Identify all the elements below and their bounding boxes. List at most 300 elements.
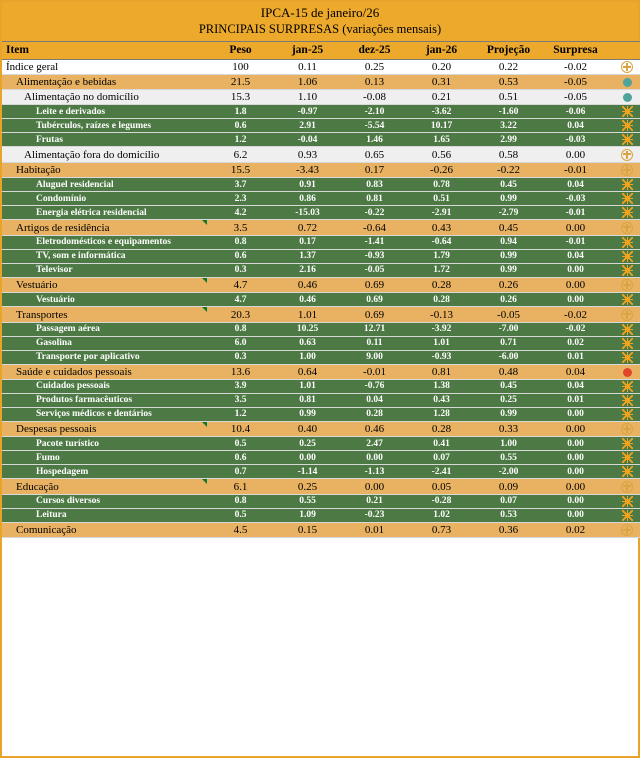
cell-surp: 0.00 [542,508,609,522]
plus-circle-icon [621,481,633,493]
cell-jan25: 0.25 [274,479,341,494]
cell-dez25: 0.81 [341,192,408,206]
cell-jan26: 0.43 [408,393,475,407]
cell-peso: 3.9 [207,379,274,393]
row-label: Televisor [2,263,207,277]
cell-peso: 1.8 [207,105,274,119]
status-indicator-cell [609,322,640,336]
cell-dez25: 0.65 [341,147,408,162]
row-label: Passagem aérea [2,322,207,336]
cell-dez25: -0.93 [341,249,408,263]
plus-circle-icon [621,222,633,234]
cell-surp: 0.00 [542,421,609,436]
row-label: Serviços médicos e dentários [2,407,207,421]
cell-dez25: -1.13 [341,465,408,479]
cell-surp: 0.01 [542,350,609,364]
cell-jan26: -0.26 [408,162,475,177]
sun-icon [622,265,633,276]
cell-proj: -2.00 [475,465,542,479]
cell-dez25: -1.41 [341,235,408,249]
cell-dez25: -0.01 [341,364,408,379]
sun-icon [622,496,633,507]
cell-peso: 0.8 [207,494,274,508]
cell-jan25: 0.46 [274,277,341,292]
cell-jan25: 0.17 [274,235,341,249]
table-row [2,119,640,133]
cell-peso: 0.6 [207,451,274,465]
cell-peso: 0.7 [207,465,274,479]
cell-surp: 0.00 [542,465,609,479]
status-indicator-cell [609,293,640,307]
cell-surp: -0.02 [542,60,609,75]
cell-jan26: -0.13 [408,307,475,322]
cell-proj: 0.36 [475,522,542,537]
cell-jan26: 0.07 [408,451,475,465]
status-indicator-cell [609,465,640,479]
status-indicator-cell [609,192,640,206]
cell-jan25: 0.63 [274,336,341,350]
table-row [2,479,640,494]
row-label: Fumo [2,451,207,465]
cell-dez25: 1.46 [341,133,408,147]
column-header-jan26: jan-26 [408,42,475,60]
cell-peso: 6.2 [207,147,274,162]
cell-proj: 0.99 [475,407,542,421]
status-indicator-cell [609,407,640,421]
cell-dez25: 0.46 [341,421,408,436]
cell-peso: 3.5 [207,220,274,235]
cell-peso: 2.3 [207,192,274,206]
cell-jan25: 0.99 [274,407,341,421]
cell-surp: 0.04 [542,364,609,379]
status-indicator-cell [609,206,640,220]
cell-dez25: 0.69 [341,277,408,292]
cell-peso: 3.7 [207,178,274,192]
cell-proj: 3.22 [475,119,542,133]
row-label: Hospedagem [2,465,207,479]
status-indicator-cell [609,119,640,133]
cell-jan25: -0.97 [274,105,341,119]
row-label: Cuidados pessoais [2,379,207,393]
column-header-jan25: jan-25 [274,42,341,60]
row-label: TV, som e informática [2,249,207,263]
cell-surp: 0.00 [542,293,609,307]
cell-proj: -1.60 [475,105,542,119]
sun-icon [622,207,633,218]
sun-icon [622,294,633,305]
cell-proj: 0.45 [475,178,542,192]
row-label: Aluguel residencial [2,178,207,192]
cell-surp: 0.02 [542,336,609,350]
cell-jan25: 0.55 [274,494,341,508]
cell-jan25: 0.00 [274,451,341,465]
row-label: Pacote turístico [2,437,207,451]
sun-icon [622,237,633,248]
cell-jan25: 0.64 [274,364,341,379]
cell-peso: 1.2 [207,133,274,147]
cell-proj: 0.71 [475,336,542,350]
page-title: IPCA-15 de janeiro/26 [260,5,380,20]
cell-dez25: -0.64 [341,220,408,235]
cell-proj: 0.58 [475,147,542,162]
cell-dez25: 0.01 [341,522,408,537]
table-row [2,379,640,393]
cell-peso: 4.5 [207,522,274,537]
table-row [2,494,640,508]
cell-dez25: -0.22 [341,206,408,220]
cell-jan25: 0.86 [274,192,341,206]
column-header-dez25: dez-25 [341,42,408,60]
cell-peso: 13.6 [207,364,274,379]
table-row [2,364,640,379]
cell-proj: 0.26 [475,277,542,292]
sun-icon [622,409,633,420]
cell-jan26: -0.28 [408,494,475,508]
cell-jan25: 0.81 [274,393,341,407]
table-row [2,192,640,206]
cell-proj: 0.45 [475,379,542,393]
cell-dez25: 0.69 [341,293,408,307]
cell-proj: 0.55 [475,451,542,465]
table-row [2,293,640,307]
cell-surp: -0.02 [542,322,609,336]
table-row [2,263,640,277]
column-header-flag [609,42,640,60]
cell-surp: 0.04 [542,249,609,263]
sun-icon [622,352,633,363]
cell-peso: 0.6 [207,119,274,133]
row-label: Habitação [2,162,207,177]
table-row [2,277,640,292]
sun-icon [622,466,633,477]
sun-icon [622,251,633,262]
cell-jan26: 1.72 [408,263,475,277]
status-indicator-cell [609,60,640,75]
cell-dez25: -2.10 [341,105,408,119]
table-row [2,407,640,421]
cell-jan26: -2.41 [408,465,475,479]
cell-dez25: 0.21 [341,494,408,508]
row-label: Despesas pessoais [2,421,207,436]
sun-icon [622,324,633,335]
plus-circle-icon [621,524,633,536]
cell-jan26: -2.91 [408,206,475,220]
sun-icon [622,438,633,449]
cell-jan26: 0.28 [408,293,475,307]
cell-jan25: -3.43 [274,162,341,177]
row-label: Educação [2,479,207,494]
cell-dez25: 0.00 [341,451,408,465]
cell-dez25: 0.28 [341,407,408,421]
cell-surp: -0.01 [542,206,609,220]
cell-dez25: 12.71 [341,322,408,336]
cell-surp: 0.00 [542,479,609,494]
cell-proj: 0.94 [475,235,542,249]
table-row [2,90,640,105]
status-indicator-cell [609,336,640,350]
cell-peso: 6.1 [207,479,274,494]
cell-jan25: 0.91 [274,178,341,192]
cell-dez25: 9.00 [341,350,408,364]
cell-proj: 0.07 [475,494,542,508]
cell-jan26: -3.62 [408,105,475,119]
cell-jan26: 0.56 [408,147,475,162]
plus-circle-icon [621,149,633,161]
cell-dez25: 0.04 [341,393,408,407]
row-label: Saúde e cuidados pessoais [2,364,207,379]
table-row [2,162,640,177]
cell-jan26: 0.51 [408,192,475,206]
cell-jan25: 1.00 [274,350,341,364]
cell-proj: 0.22 [475,60,542,75]
table-row [2,393,640,407]
cell-jan25: 10.25 [274,322,341,336]
cell-jan26: 0.05 [408,479,475,494]
cell-jan25: -15.03 [274,206,341,220]
cell-peso: 4.2 [207,206,274,220]
cell-proj: 0.51 [475,90,542,105]
cell-peso: 0.5 [207,437,274,451]
status-indicator-cell [609,263,640,277]
cell-proj: 0.53 [475,75,542,90]
cell-jan26: 1.28 [408,407,475,421]
cell-peso: 0.8 [207,235,274,249]
surprises-table [2,41,640,538]
cell-peso: 3.5 [207,393,274,407]
cell-peso: 21.5 [207,75,274,90]
plus-circle-icon [621,309,633,321]
cell-jan26: 0.41 [408,437,475,451]
cell-dez25: 0.11 [341,336,408,350]
cell-jan26: 0.81 [408,364,475,379]
cell-surp: 0.00 [542,494,609,508]
row-label: Eletrodomésticos e equipamentos [2,235,207,249]
cell-surp: 0.00 [542,277,609,292]
table-header [2,42,640,60]
cell-surp: -0.05 [542,75,609,90]
cell-proj: 0.09 [475,479,542,494]
cell-surp: 0.04 [542,119,609,133]
cell-surp: 0.00 [542,437,609,451]
cell-proj: 0.33 [475,421,542,436]
cell-jan25: 2.16 [274,263,341,277]
cell-surp: 0.01 [542,393,609,407]
header-row [2,42,640,60]
cell-jan25: 2.91 [274,119,341,133]
cell-dez25: 0.83 [341,178,408,192]
status-indicator-cell [609,393,640,407]
cell-jan25: 1.09 [274,508,341,522]
cell-peso: 4.7 [207,293,274,307]
table-row [2,465,640,479]
status-indicator-cell [609,494,640,508]
teal-dot-icon [623,93,632,102]
cell-proj: 1.00 [475,437,542,451]
cell-proj: -7.00 [475,322,542,336]
status-indicator-cell [609,364,640,379]
cell-surp: 0.04 [542,178,609,192]
cell-proj: 0.25 [475,393,542,407]
cell-dez25: 2.47 [341,437,408,451]
table-row [2,451,640,465]
row-label: Cursos diversos [2,494,207,508]
row-label: Gasolina [2,336,207,350]
status-indicator-cell [609,437,640,451]
cell-jan25: 1.37 [274,249,341,263]
cell-peso: 100 [207,60,274,75]
cell-peso: 4.7 [207,277,274,292]
cell-jan26: -3.92 [408,322,475,336]
cell-peso: 0.5 [207,508,274,522]
sun-icon [622,338,633,349]
cell-dez25: -0.05 [341,263,408,277]
cell-proj: 0.45 [475,220,542,235]
cell-surp: 0.04 [542,379,609,393]
cell-jan25: 0.25 [274,437,341,451]
cell-proj: -2.79 [475,206,542,220]
plus-circle-icon [621,279,633,291]
cell-jan25: 0.46 [274,293,341,307]
red-dot-icon [623,368,632,377]
cell-jan26: 0.78 [408,178,475,192]
sun-icon [622,510,633,521]
table-row [2,220,640,235]
table-row [2,249,640,263]
cell-jan25: 0.11 [274,60,341,75]
cell-jan25: 0.40 [274,421,341,436]
cell-surp: 0.00 [542,220,609,235]
cell-surp: 0.00 [542,263,609,277]
row-label: Transportes [2,307,207,322]
cell-jan26: -0.93 [408,350,475,364]
cell-jan25: 1.10 [274,90,341,105]
sun-icon [622,120,633,131]
table-row [2,60,640,75]
cell-peso: 6.0 [207,336,274,350]
table-row [2,336,640,350]
row-label: Alimentação fora do domicílio [2,147,207,162]
row-label: Transporte por aplicativo [2,350,207,364]
table-row [2,75,640,90]
cell-dez25: 0.00 [341,479,408,494]
cell-peso: 0.6 [207,249,274,263]
plus-circle-icon [621,164,633,176]
column-header-peso: Peso [207,42,274,60]
row-label: Vestuário [2,293,207,307]
row-label: Alimentação e bebidas [2,75,207,90]
cell-proj: -0.22 [475,162,542,177]
sun-icon [622,193,633,204]
cell-jan26: 0.28 [408,421,475,436]
cell-dez25: 0.17 [341,162,408,177]
sun-icon [622,106,633,117]
cell-jan26: 0.21 [408,90,475,105]
table-row [2,322,640,336]
table-row [2,307,640,322]
plus-circle-icon [621,61,633,73]
status-indicator-cell [609,522,640,537]
row-label: Leite e derivados [2,105,207,119]
cell-jan26: 0.43 [408,220,475,235]
cell-surp: -0.03 [542,133,609,147]
cell-proj: 0.26 [475,293,542,307]
cell-proj: -6.00 [475,350,542,364]
cell-jan26: 1.02 [408,508,475,522]
cell-jan26: 0.73 [408,522,475,537]
cell-surp: 0.02 [542,522,609,537]
status-indicator-cell [609,133,640,147]
row-label: Energia elétrica residencial [2,206,207,220]
cell-surp: -0.03 [542,192,609,206]
table-row [2,421,640,436]
table-row [2,105,640,119]
row-label: Frutas [2,133,207,147]
status-indicator-cell [609,178,640,192]
status-indicator-cell [609,307,640,322]
cell-jan25: 1.06 [274,75,341,90]
cell-jan25: 1.01 [274,379,341,393]
status-indicator-cell [609,162,640,177]
cell-jan26: 1.79 [408,249,475,263]
cell-jan25: 0.93 [274,147,341,162]
status-indicator-cell [609,451,640,465]
row-label: Artigos de residência [2,220,207,235]
cell-dez25: -0.76 [341,379,408,393]
cell-peso: 0.3 [207,350,274,364]
teal-dot-icon [623,78,632,87]
table-row [2,235,640,249]
status-indicator-cell [609,249,640,263]
status-indicator-cell [609,105,640,119]
column-header-item: Item [2,42,207,60]
page-subtitle: PRINCIPAIS SURPRESAS (variações mensais) [198,22,442,36]
status-indicator-cell [609,421,640,436]
cell-dez25: -0.08 [341,90,408,105]
cell-peso: 0.3 [207,263,274,277]
cell-proj: 2.99 [475,133,542,147]
cell-surp: 0.00 [542,451,609,465]
row-label: Alimentação no domicílio [2,90,207,105]
cell-jan25: 0.72 [274,220,341,235]
table-row [2,206,640,220]
row-label: Condomínio [2,192,207,206]
cell-surp: -0.01 [542,162,609,177]
cell-dez25: 0.25 [341,60,408,75]
table-row [2,508,640,522]
cell-dez25: 0.69 [341,307,408,322]
sun-icon [622,179,633,190]
cell-peso: 10.4 [207,421,274,436]
cell-peso: 20.3 [207,307,274,322]
cell-jan26: 1.01 [408,336,475,350]
cell-peso: 15.5 [207,162,274,177]
cell-proj: 0.53 [475,508,542,522]
row-label: Índice geral [2,60,207,75]
cell-surp: 0.00 [542,147,609,162]
sun-icon [622,134,633,145]
cell-dez25: -0.23 [341,508,408,522]
cell-dez25: 0.13 [341,75,408,90]
status-indicator-cell [609,90,640,105]
table-row [2,522,640,537]
cell-jan25: -1.14 [274,465,341,479]
cell-jan25: 1.01 [274,307,341,322]
table-row [2,178,640,192]
row-label: Vestuário [2,277,207,292]
cell-proj: 0.99 [475,263,542,277]
row-label: Produtos farmacêuticos [2,393,207,407]
status-indicator-cell [609,379,640,393]
